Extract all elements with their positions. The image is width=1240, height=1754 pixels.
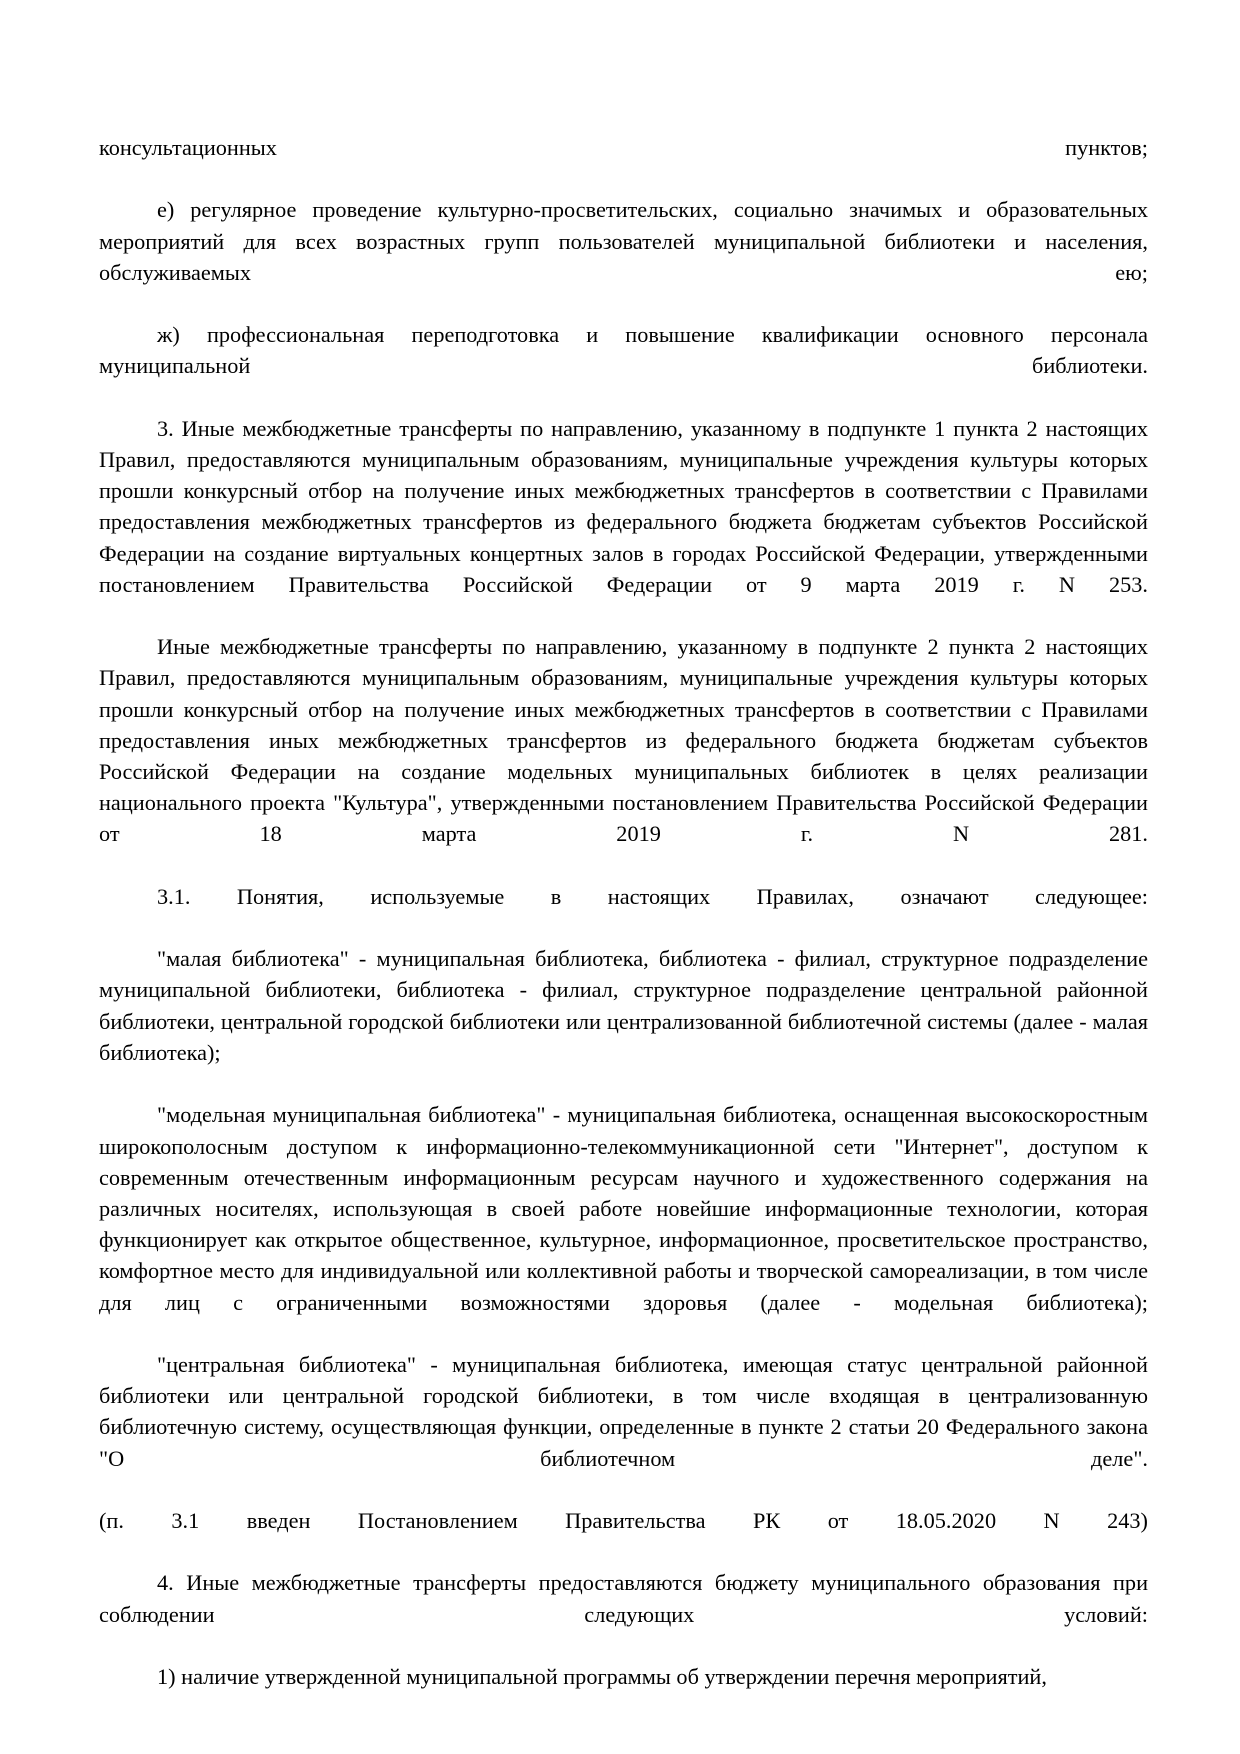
paragraph-item-zh: ж) профессиональная переподготовка и повышение квалификации основного персонала муниципальной библиотеки. <box>99 322 1148 379</box>
paragraph-consultation-points: консультационных пунктов; <box>99 135 1148 160</box>
paragraph-clause-4-item-1: 1) наличие утвержденной муниципальной программы об утверждении перечня мероприятий, <box>157 1663 1047 1689</box>
paragraph-definition-central-library: "центральная библиотека" - муниципальная библиотека, имеющая статус центральной районной библиотеки или центральной городской библиотеки, в том числе входящая в централизованную библиотечную систему, осуществляющая функции, определенные в пункте 2 статьи 20 Федерального закона "О библиотечном деле". <box>99 1351 1148 1471</box>
paragraph-definition-small-library: "малая библиотека" - муниципальная библиотека, библиотека - филиал, структурное подразделение муниципальной библиотеки, библиотека - филиал, структурное подразделение центральной районной библиотеки, центральной городской библиотеки или централизованной библиотечной системы (далее - малая библиотека); <box>99 946 1148 1065</box>
paragraph-clause-3-1: 3.1. Понятия, используемые в настоящих Правилах, означают следующее: <box>157 883 1148 909</box>
paragraph-definition-model-library: "модельная муниципальная библиотека" - муниципальная библиотека, оснащенная высокоскоростным широкополосным доступом к информационно-телекоммуникационной сети "Интернет", доступом к современным отечественным информационным ресурсам научного и художественного содержания на различных носителях, использующая в своей работе новейшие информационные технологии, которая функционирует как открытое общественное, культурное, информационное, просветительское пространство, комфортное место для индивидуальной или коллективной работы и творческой самореализации, в том числе для лиц с ограниченными возможностями здоровья (далее - модельная библиотека); <box>99 1102 1148 1315</box>
paragraph-amendment-note-3-1: (п. 3.1 введен Постановлением Правительства РК от 18.05.2020 N 243) <box>99 1507 1148 1533</box>
paragraph-clause-3: 3. Иные межбюджетные трансферты по направлению, указанному в подпункте 1 пункта 2 настоящих Правил, предоставляются муниципальным образованиям, муниципальные учреждения культуры которых прошли конкурсный отбор на получение иных межбюджетных трансфертов в соответствии с Правилами предоставления межбюджетных трансфертов из федерального бюджета бюджетам субъектов Российской Федерации на создание виртуальных концертных залов в городах Российской Федерации, утвержденными постановлением Правительства Российской Федерации от 9 марта 2019 г. N 253. <box>99 415 1148 597</box>
document-text-body <box>99 132 1148 1692</box>
paragraph-clause-4: 4. Иные межбюджетные трансферты предоставляются бюджету муниципального образования при соблюдении следующих условий: <box>99 1570 1148 1627</box>
paragraph-item-e: е) регулярное проведение культурно-просветительских, социально значимых и образовательных мероприятий для всех возрастных групп пользователей муниципальной библиотеки и населения, обслуживаемых ею; <box>99 197 1148 285</box>
paragraph-clause-3-second: Иные межбюджетные трансферты по направлению, указанному в подпункте 2 пункта 2 настоящих Правил, предоставляются муниципальным образованиям, муниципальные учреждения культуры которых прошли конкурсный отбор на получение иных межбюджетных трансфертов в соответствии с Правилами предоставления иных межбюджетных трансфертов из федерального бюджета бюджетам субъектов Российской Федерации на создание модельных муниципальных библиотек в целях реализации национального проекта "Культура", утвержденными постановлением Правительства Российской Федерации от 18 марта 2019 г. N 281. <box>99 634 1148 847</box>
